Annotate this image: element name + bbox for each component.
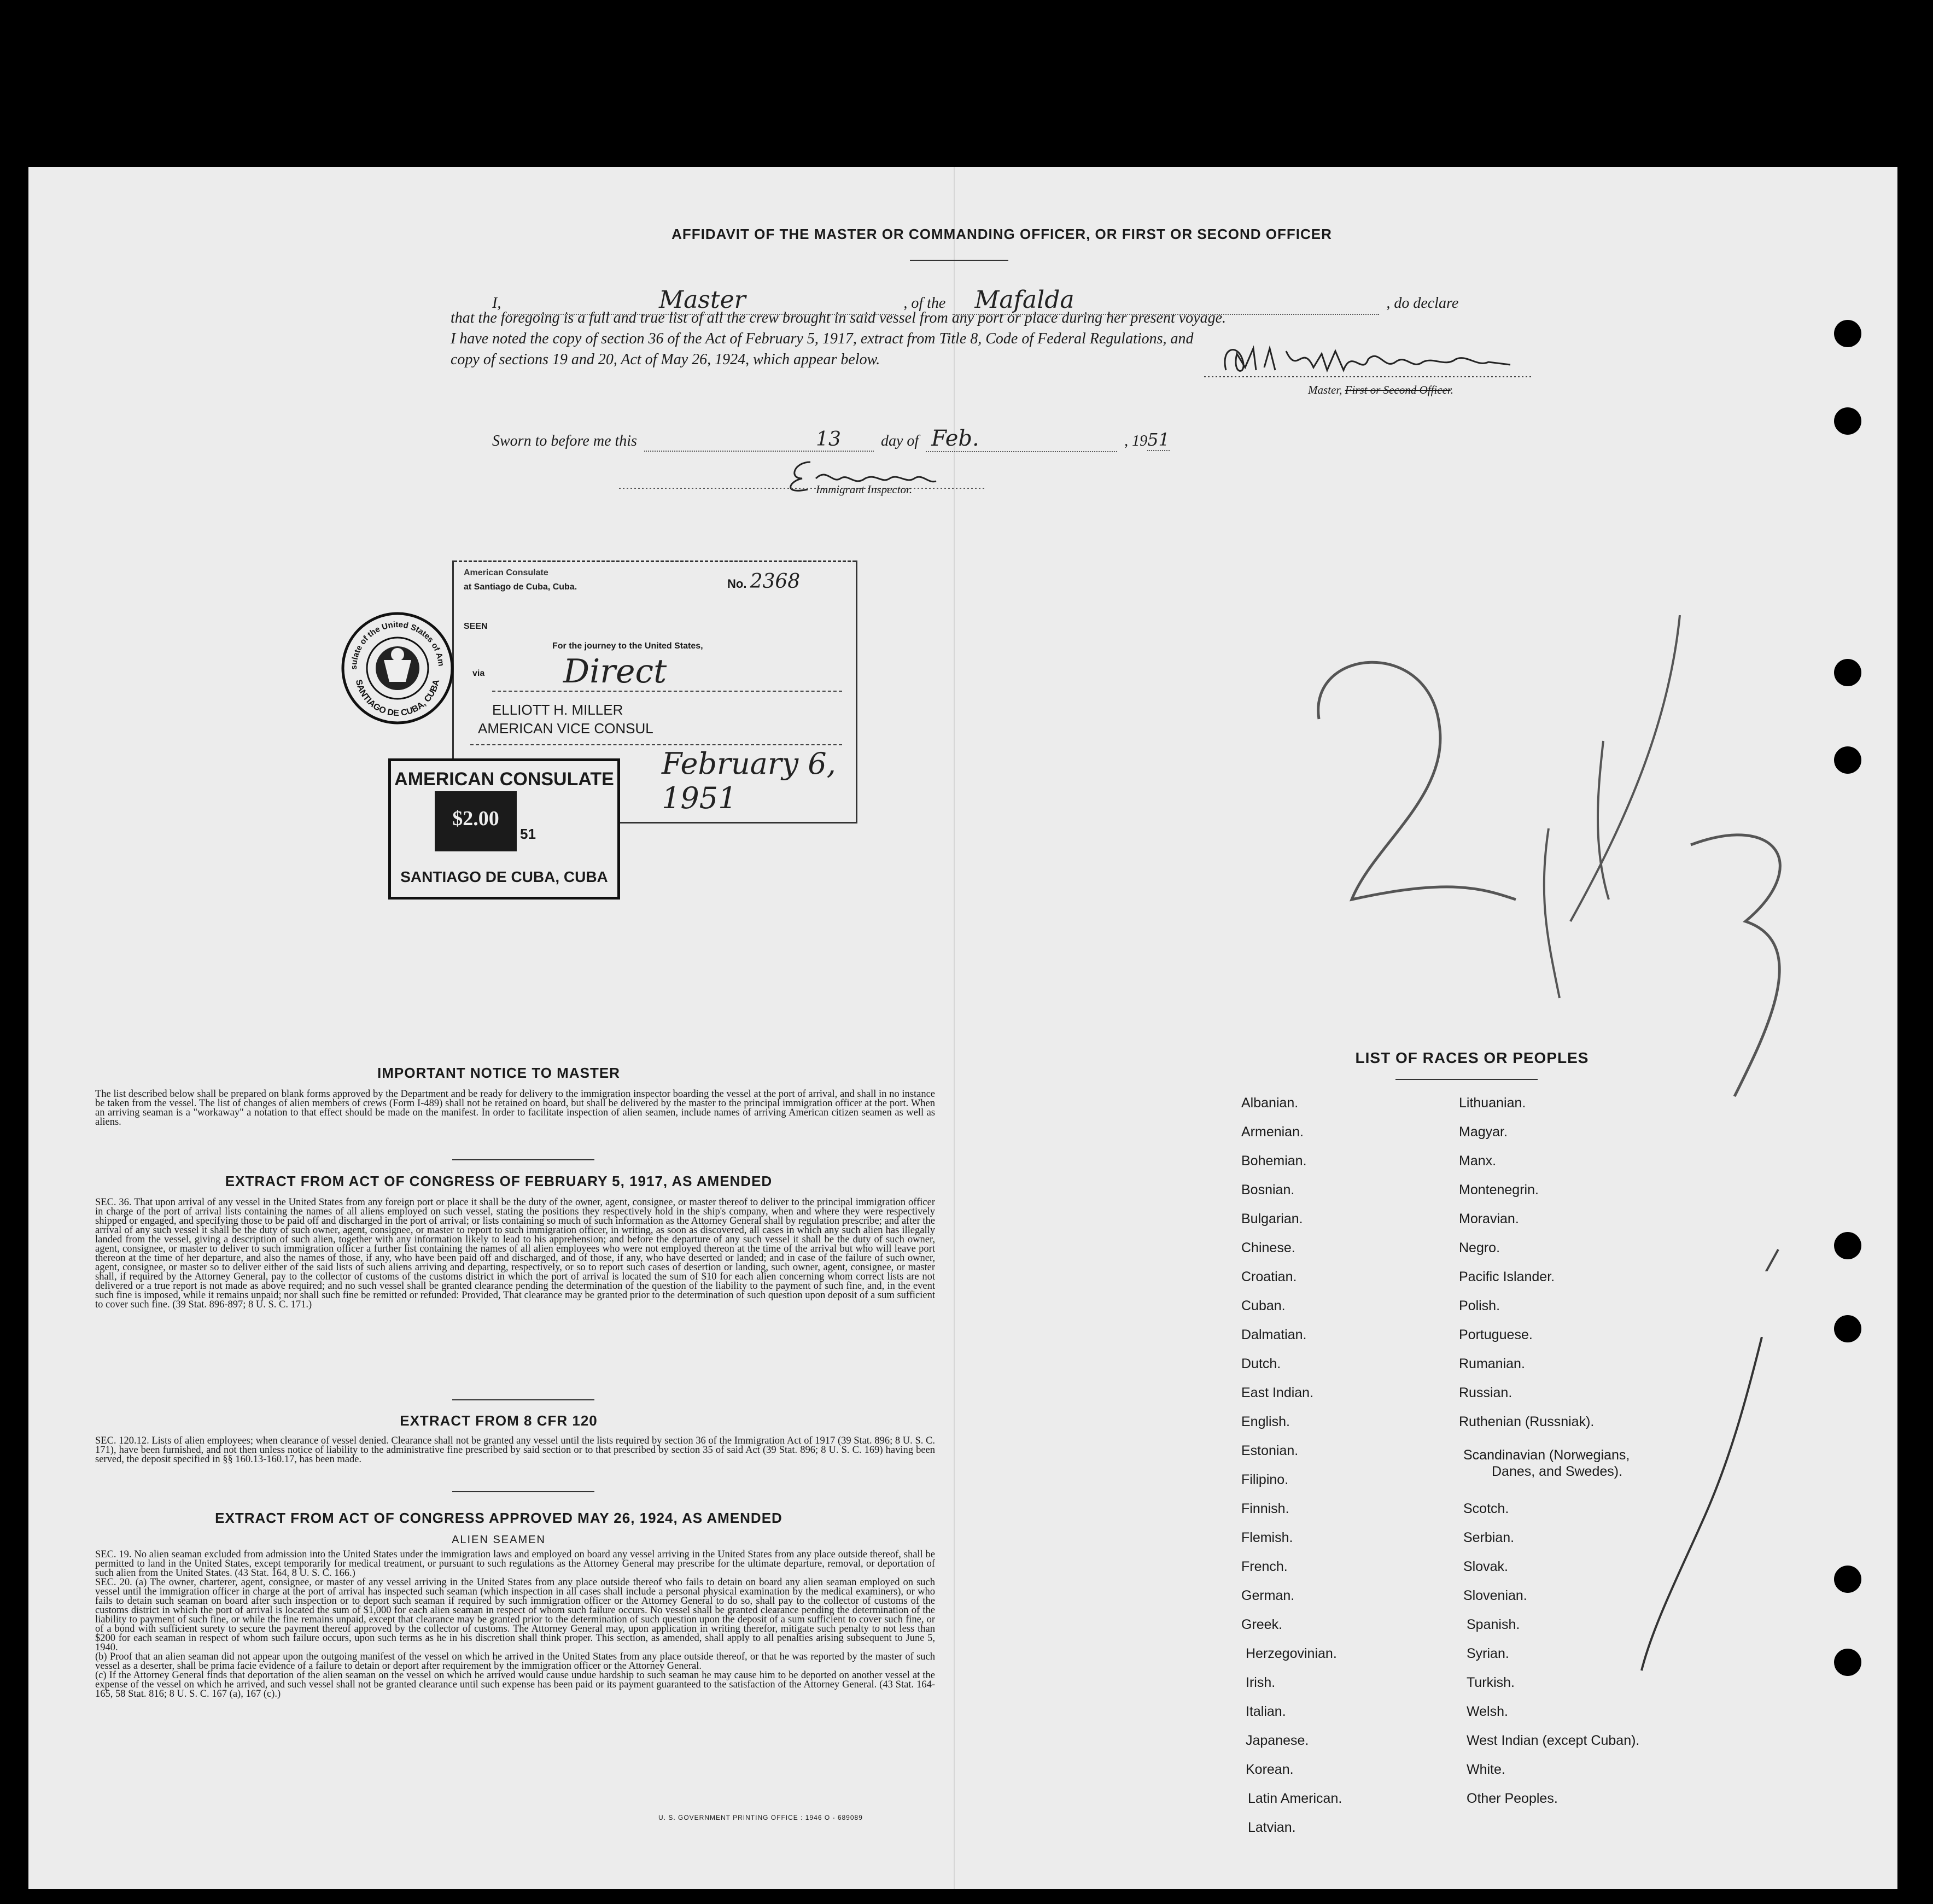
race-right: Welsh. xyxy=(1467,1704,1508,1719)
race-right: Negro. xyxy=(1459,1240,1500,1255)
fee-stamp-header: AMERICAN CONSULATE xyxy=(394,769,614,790)
stamp-journey: For the journey to the United States, xyxy=(552,641,703,651)
document-sheet xyxy=(28,167,1897,1889)
affidavit-line3: I have noted the copy of section 36 of the Act of February 5, 1917, extract from Title 8, Code of Federal Regulations, and xyxy=(451,330,1194,347)
race-right: Montenegrin. xyxy=(1459,1182,1539,1198)
race-left: French. xyxy=(1241,1559,1288,1574)
punch-hole xyxy=(1834,1315,1861,1342)
race-right: Slovenian. xyxy=(1463,1588,1527,1603)
fold-line xyxy=(954,167,955,1889)
extract-1917-title: EXTRACT FROM ACT OF CONGRESS OF FEBRUARY 5, 1917, AS AMENDED xyxy=(225,1173,773,1189)
race-right: Portuguese. xyxy=(1459,1327,1533,1342)
seal-text-bottom: SANTIAGO DE CUBA, CUBA xyxy=(353,679,442,719)
race-right: Polish. xyxy=(1459,1298,1500,1313)
punch-hole xyxy=(1834,659,1861,686)
stamp-via-line xyxy=(492,691,842,692)
race-left: Chinese. xyxy=(1241,1240,1295,1255)
race-left: Armenian. xyxy=(1241,1124,1304,1140)
fee-stamp xyxy=(388,758,620,900)
race-right: Serbian. xyxy=(1463,1530,1515,1545)
sworn-day-field xyxy=(644,428,874,452)
race-right: Ruthenian (Russniak). xyxy=(1459,1414,1595,1429)
race-left: German. xyxy=(1241,1588,1295,1603)
punch-hole xyxy=(1834,1649,1861,1676)
race-left: East Indian. xyxy=(1241,1385,1314,1400)
race-left: Cuban. xyxy=(1241,1298,1286,1313)
fee-stamp-footer: SANTIAGO DE CUBA, CUBA xyxy=(400,868,608,885)
sworn-mid: day of xyxy=(880,433,919,449)
seal-text-top: sulate of the United States of Am xyxy=(349,620,446,670)
race-left: Greek. xyxy=(1241,1617,1283,1632)
revenue-stamp-value: $2.00 xyxy=(452,807,499,830)
race-left: Korean. xyxy=(1246,1762,1294,1777)
printer-imprint: U. S. GOVERNMENT PRINTING OFFICE : 1946 O - 689089 xyxy=(658,1814,863,1821)
extract-1917-text: SEC. 36. That upon arrival of any vessel in the United States from any foreign port or place it shall be the duty of the owner, agent, consignee, or master thereof to deliver to the principal immigration officer in charge of the port of arrival lists containing the names of all aliens employed on such vessel, stating the positions they respectively hold in the ship's company, when and where they were respectively shipped or engaged, and specifying those to be paid off and discharged in the port of arrival; or lists containing so much of such information as the Attorney General shall by regulation prescribe; and after the arrival of any such vessel it shall be the duty of such owner, agent, consignee, or master to report to such immigration officer, in writing, as soon as discovered, all cases in which any such alien has illegally landed from the vessel, giving a description of such alien, together with any information likely to lead to his apprehension; and before the departure of any such vessel it shall be the duty of such owner, agent, consignee, or master to deliver to such immigration officer a further list containing the names of all alien employees who were not employed thereon at the time of the arrival but who will leave port thereon at the time of her departure, and also the names of those, if any, who have been paid off and discharged, and of those, if any, who have deserted or landed; and in case of the failure of such owner, agent, consignee, or master so to deliver either of the said lists of such aliens arriving and departing, respectively, or so to report such cases of desertion or landing, such owner, agent, consignee, or master shall, if required by the Attorney General, pay to the collector of customs of the customs district in which the port of arrival is located the sum of $10 for each alien concerning whom correct lists are not delivered or a true report is not made as above required; and no such vessel shall be granted clearance pending the determination of the question of the liability to the payment of such fine, and, in the event such fine is imposed, while it remains unpaid; nor shall such fine be remitted or refunded: Provided, That clearance may be granted prior to the determination of such question upon deposit of a sum sufficient to cover such fine. (39 Stat. 896-897; 8 U. S. C. 171.) xyxy=(95,1197,935,1310)
stamp-header-2: at Santiago de Cuba, Cuba. xyxy=(464,582,577,592)
handwritten-slash xyxy=(1636,1337,1767,1676)
race-right: Russian. xyxy=(1459,1385,1512,1400)
inspector-label: Immigrant Inspector. xyxy=(816,483,913,496)
stamp-number-label: No. xyxy=(727,577,747,591)
vessel-name: Mafalda xyxy=(974,286,1074,314)
inspector-signature xyxy=(592,457,985,495)
stamp-number-value: 2368 xyxy=(750,570,801,593)
punch-hole xyxy=(1834,320,1861,347)
sec20a-text: SEC. 20. (a) The owner, charterer, agent, consignee, or master of any vessel arriving in the United States from any place outside thereof who fails to detain on board any alien seaman employed on such vessel until the immigration officer in charge at the port of arrival has inspected such seaman (which inspection in all cases shall include a personal physical examination by the medical examiners), or who fails to detain such seaman on board after such inspection or to deport such seaman if required by such immigration officer or the Attorney General to do so, shall pay to the collector of customs of the customs district in which the port of arrival is located the sum of $1,000 for each alien seaman in respect of whom such failure occurs. No vessel shall be granted clearance pending the determination of the liability to payment of such fine, or while the fine remains unpaid, except that clearance may be granted prior to the determination of such question upon the deposit of a sum sufficient to cover such fine, or of a bond with sufficient surety to secure the payment thereof approved by the collector of customs. The Attorney General may, upon application in writing therefor, mitigate such penalty to not less than $200 for each seaman in respect of whom such failure occurs, upon such terms as he in his discretion shall think proper. This section, as amended, shall apply to all penalties arising subsequent to June 5, 1940. xyxy=(95,1577,935,1653)
race-right: Syrian. xyxy=(1467,1646,1509,1661)
race-right: Scandinavian (Norwegians, xyxy=(1463,1447,1630,1463)
sworn-year: 51 xyxy=(1147,429,1170,450)
master-signature xyxy=(1204,337,1532,381)
affidavit-prefix: I, xyxy=(492,295,501,312)
extract-cfr-title: EXTRACT FROM 8 CFR 120 xyxy=(400,1412,598,1429)
sworn-day: 13 xyxy=(816,428,841,451)
handwritten-mark xyxy=(1286,615,1833,1271)
extract-cfr-text: SEC. 120.12. Lists of alien employees; when clearance of vessel denied. Clearance shall not be granted any vessel until the lists required by section 36 of the Immigration Act of 1917 (39 Stat. 896; 8 U. S. C. 171), have been furnished, and not then unless notice of liability to the administrative fine prescribed by said section or to that prescribed by section 35 of said Act (39 Stat. 896; 8 U. S. C. 169) having been served, the deposit specified in §§ 160.13-160.17, has been made. xyxy=(95,1435,935,1465)
sworn-month: Feb. xyxy=(931,426,979,451)
extract-1924-body xyxy=(95,1550,935,1699)
race-left: Estonian. xyxy=(1241,1443,1299,1458)
sec20c-text: (c) If the Attorney General finds that deportation of the alien seaman on the vessel on which he arrived would cause undue hardship to such seaman he may cause him to be deported on another vessel at the expense of the vessel on which he arrived, and such vessel shall not be granted clearance until such expense has been paid or its payment guaranteed to the satisfaction of the Attorney General. (43 Stat. 164-165, 58 Stat. 816; 8 U. S. C. 167 (a), 167 (c).) xyxy=(95,1670,935,1699)
race-left: Albanian. xyxy=(1241,1095,1299,1111)
race-left: Bulgarian. xyxy=(1241,1211,1303,1226)
race-left: Herzegovinian. xyxy=(1246,1646,1337,1661)
role-master: Master, xyxy=(1308,383,1342,396)
race-left: Bosnian. xyxy=(1241,1182,1295,1198)
affidavit-suffix: , do declare xyxy=(1386,295,1459,312)
punch-hole xyxy=(1834,407,1861,435)
affidavit-title: AFFIDAVIT OF THE MASTER OR COMMANDING OFFICER, OR FIRST OR SECOND OFFICER xyxy=(671,226,1332,242)
race-right: Moravian. xyxy=(1459,1211,1519,1226)
extract-1924-title: EXTRACT FROM ACT OF CONGRESS APPROVED MAY 26, 1924, AS AMENDED xyxy=(215,1510,782,1526)
race-left: Italian. xyxy=(1246,1704,1286,1719)
revenue-stamp-image xyxy=(435,791,517,851)
sec20b-text: (b) Proof that an alien seaman did not appear upon the outgoing manifest of the vessel on which he arrived in the United States from any place outside thereof, or that he was reported by the master of such vessel as a deserter, shall be prima facie evidence of a failure to detain or deport after requirement by the immigration officer or the Attorney General. xyxy=(95,1651,935,1672)
stamp-top-border xyxy=(454,560,856,562)
races-rule xyxy=(1395,1079,1538,1080)
race-left: Finnish. xyxy=(1241,1501,1289,1516)
stamp-officer-title: AMERICAN VICE CONSUL xyxy=(478,720,653,737)
race-right: West Indian (except Cuban). xyxy=(1467,1733,1640,1748)
race-right: Scotch. xyxy=(1463,1501,1509,1516)
section-rule xyxy=(452,1491,594,1492)
punch-hole xyxy=(1834,746,1861,774)
signature-role: Master, First or Second Officer. xyxy=(1308,383,1453,396)
sworn-prefix: Sworn to before me this xyxy=(492,433,637,449)
race-left: Japanese. xyxy=(1246,1733,1309,1748)
race-right: Danes, and Swedes). xyxy=(1492,1464,1623,1479)
title-rule xyxy=(910,260,1008,261)
stamp-officer-name: ELLIOTT H. MILLER xyxy=(492,702,623,718)
race-right: Pacific Islander. xyxy=(1459,1269,1555,1284)
race-left: English. xyxy=(1241,1414,1290,1429)
race-right: Other Peoples. xyxy=(1467,1791,1558,1806)
stamp-seen: SEEN xyxy=(464,622,488,631)
sworn-line xyxy=(492,426,1312,452)
master-name: Master xyxy=(659,286,746,314)
notice-title: IMPORTANT NOTICE TO MASTER xyxy=(377,1065,620,1081)
race-right: White. xyxy=(1467,1762,1505,1777)
stamp-via-label: via xyxy=(472,669,485,678)
race-left: Filipino. xyxy=(1241,1472,1289,1487)
race-right: Rumanian. xyxy=(1459,1356,1525,1371)
race-right: Slovak. xyxy=(1463,1559,1508,1574)
sworn-year-prefix: , 19 xyxy=(1124,433,1148,449)
race-left: Latin American. xyxy=(1248,1791,1342,1806)
stamp-date-handwritten: February 6, 1951 xyxy=(662,746,836,815)
affidavit-line4: copy of sections 19 and 20, Act of May 26, 1924, which appear below. xyxy=(451,351,880,368)
race-left: Latvian. xyxy=(1248,1820,1296,1835)
stamp-header-1: American Consulate xyxy=(464,568,548,577)
race-left: Flemish. xyxy=(1241,1530,1293,1545)
consulate-seal xyxy=(340,611,455,726)
affidavit-mid: , of the xyxy=(903,295,946,312)
race-right: Magyar. xyxy=(1459,1124,1508,1140)
race-right: Manx. xyxy=(1459,1153,1497,1169)
sworn-month-field xyxy=(926,426,1117,452)
punch-hole xyxy=(1834,1232,1861,1259)
race-right: Turkish. xyxy=(1467,1675,1515,1690)
role-struck: First or Second Officer xyxy=(1345,383,1451,396)
race-left: Croatian. xyxy=(1241,1269,1297,1284)
punch-hole xyxy=(1834,1566,1861,1593)
race-left: Irish. xyxy=(1246,1675,1276,1690)
sec19-text: SEC. 19. No alien seaman excluded from admission into the United States under the immigration laws and employed on board any vessel arriving in the United States from any place outside thereof, shall be permitted to land in the United States, except temporarily for medical treatment, or pursuant to such regulations as the Attorney General may prescribe for the ultimate departure, removal, or deportation of such alien from the United States. (43 Stat. 164, 8 U. S. C. 166.) xyxy=(95,1549,935,1579)
race-right: Lithuanian. xyxy=(1459,1095,1526,1111)
race-right: Spanish. xyxy=(1467,1617,1520,1632)
stamp-sign-line xyxy=(470,744,842,745)
section-rule xyxy=(452,1159,594,1160)
stamp-number xyxy=(727,570,800,593)
notice-text: The list described below shall be prepared on blank forms approved by the Department and be ready for delivery to the immigration inspector boarding the vessel at the port of arrival, and shall in no instance be taken from the vessel. The list of changes of alien members of crews (Form I-489) shall not be retained on board, but shall be delivered by the master to the principal immigration officer at the port. When an arriving seaman is a "workaway" a notation to that effect should be made on the manifest. In order to facilitate inspection of alien seamen, include names of arriving American citizen seamen as well as aliens. xyxy=(95,1089,935,1128)
race-left: Dutch. xyxy=(1241,1356,1281,1371)
extract-1924-subtitle: ALIEN SEAMEN xyxy=(452,1534,546,1546)
races-title: LIST OF RACES OR PEOPLES xyxy=(1355,1049,1589,1066)
race-left: Dalmatian. xyxy=(1241,1327,1307,1342)
fee-stamp-number: 51 xyxy=(520,826,536,842)
stamp-via-handwritten: Direct xyxy=(563,652,667,691)
affidavit-line2: that the foregoing is a full and true list of all the crew brought in said vessel from any port or place during her present voyage. xyxy=(451,309,1227,326)
race-left: Bohemian. xyxy=(1241,1153,1307,1169)
section-rule xyxy=(452,1399,594,1400)
